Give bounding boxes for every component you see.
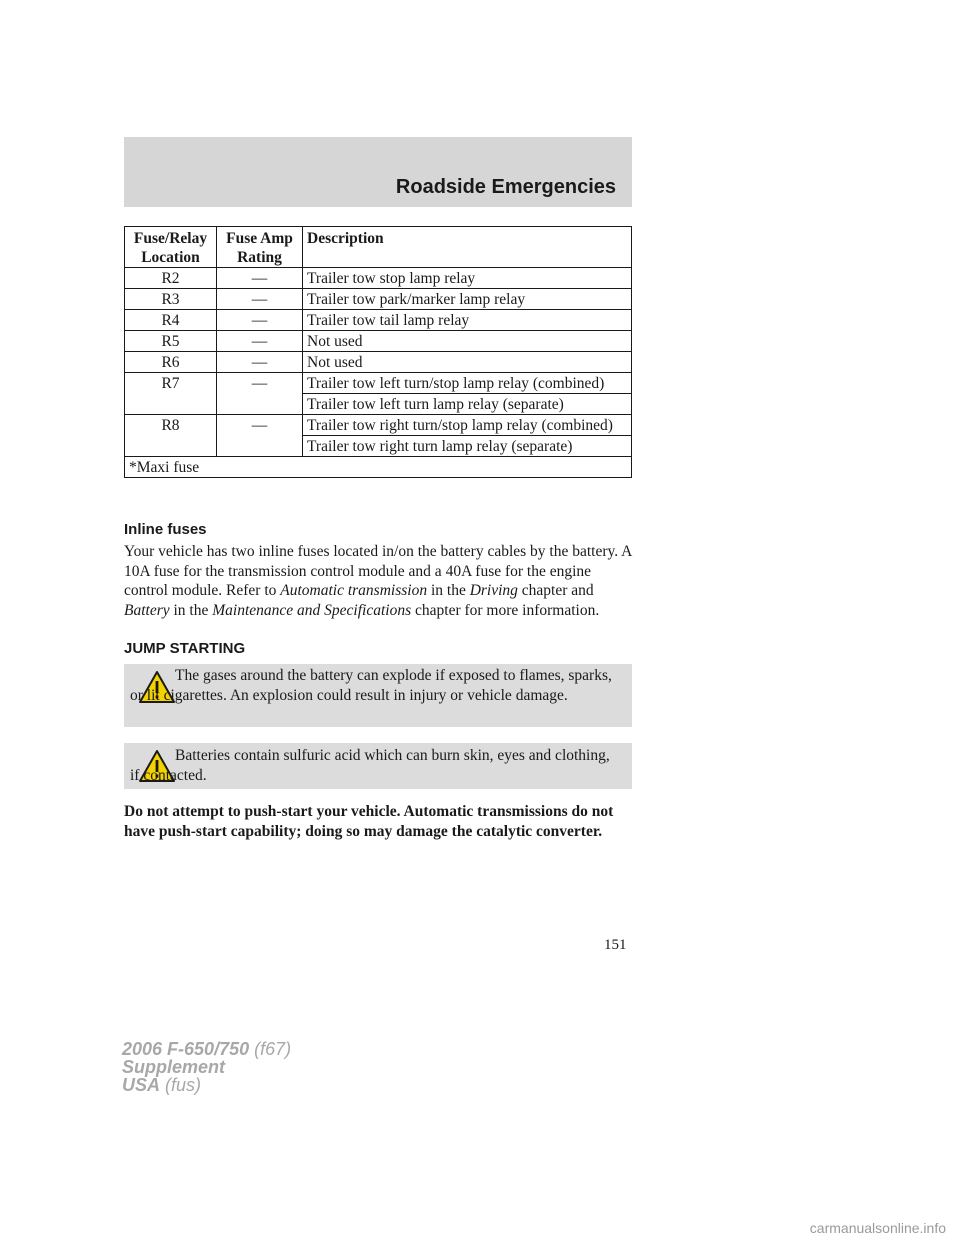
cell-description: Trailer tow right turn lamp relay (separate) bbox=[303, 436, 632, 457]
cell-description: Trailer tow park/marker lamp relay bbox=[303, 289, 632, 310]
cell-location: R6 bbox=[125, 352, 217, 373]
table-row bbox=[125, 268, 632, 289]
table-footnote-row bbox=[125, 457, 632, 478]
watermark: carmanualsonline.info bbox=[809, 1220, 946, 1236]
cell-description: Trailer tow stop lamp relay bbox=[303, 268, 632, 289]
cell-rating: — bbox=[217, 310, 303, 331]
document-footer: 2006 F-650/750 (f67) Supplement USA (fus) bbox=[122, 1039, 292, 1095]
ref-battery: Battery bbox=[124, 601, 170, 619]
inline-fuses-paragraph: Your vehicle has two inline fuses located in/on the battery cables by the battery. A 10A fuse for the transmission control module and a 40A fuse for the engine control module. Refer to Automatic transmission in the Driving chapter and Battery in the Maintenance and Specifications chapter for more information. bbox=[124, 543, 632, 619]
cell-location: R7 bbox=[125, 373, 217, 415]
cell-rating: — bbox=[217, 289, 303, 310]
cell-location: R3 bbox=[125, 289, 217, 310]
page-number: 151 bbox=[604, 937, 627, 953]
warning-box-explosion bbox=[124, 664, 632, 727]
cell-description: Not used bbox=[303, 352, 632, 373]
cell-rating: — bbox=[217, 415, 303, 457]
fuse-relay-table bbox=[124, 226, 632, 478]
cell-description: Trailer tow left turn/stop lamp relay (combined) bbox=[303, 373, 632, 394]
cell-description: Trailer tow right turn/stop lamp relay (combined) bbox=[303, 415, 632, 436]
cell-rating: — bbox=[217, 373, 303, 415]
table-row bbox=[125, 415, 632, 436]
cell-rating: — bbox=[217, 331, 303, 352]
column-header-location: Fuse/Relay Location bbox=[125, 227, 217, 268]
cell-description: Trailer tow tail lamp relay bbox=[303, 310, 632, 331]
section-title: Roadside Emergencies bbox=[395, 176, 616, 198]
cell-location: R2 bbox=[125, 268, 217, 289]
column-header-rating: Fuse Amp Rating bbox=[217, 227, 303, 268]
table-header-row bbox=[125, 227, 632, 268]
cell-location: R8 bbox=[125, 415, 217, 457]
table-row bbox=[125, 352, 632, 373]
table-row bbox=[125, 310, 632, 331]
table-footnote: *Maxi fuse bbox=[125, 457, 632, 478]
ref-maintenance-specifications: Maintenance and Specifications bbox=[212, 601, 412, 619]
warning-box-acid bbox=[124, 743, 632, 789]
cell-rating: — bbox=[217, 268, 303, 289]
cell-description: Not used bbox=[303, 331, 632, 352]
table-row bbox=[125, 373, 632, 394]
ref-driving: Driving bbox=[469, 582, 518, 599]
table-row bbox=[125, 331, 632, 352]
cell-location: R4 bbox=[125, 310, 217, 331]
table-row bbox=[125, 289, 632, 310]
column-header-description: Description bbox=[303, 227, 632, 268]
cell-location: R5 bbox=[125, 331, 217, 352]
jump-starting-heading: JUMP STARTING bbox=[124, 640, 246, 657]
cell-rating: — bbox=[217, 352, 303, 373]
section-header-band bbox=[124, 137, 632, 207]
warning-text: The gases around the battery can explode if exposed to flames, sparks, or lit cigarettes. An explosion could result in injury or vehicle damage. bbox=[130, 667, 612, 704]
push-start-caution: Do not attempt to push-start your vehicle. Automatic transmissions do not have push-start capability; doing so may damage the catalytic converter. bbox=[124, 803, 614, 840]
inline-fuses-heading: Inline fuses bbox=[124, 521, 207, 538]
cell-description: Trailer tow left turn lamp relay (separate) bbox=[303, 394, 632, 415]
ref-automatic-transmission: Automatic transmission bbox=[280, 582, 428, 599]
warning-text: Batteries contain sulfuric acid which can burn skin, eyes and clothing, if contacted. bbox=[130, 747, 610, 784]
